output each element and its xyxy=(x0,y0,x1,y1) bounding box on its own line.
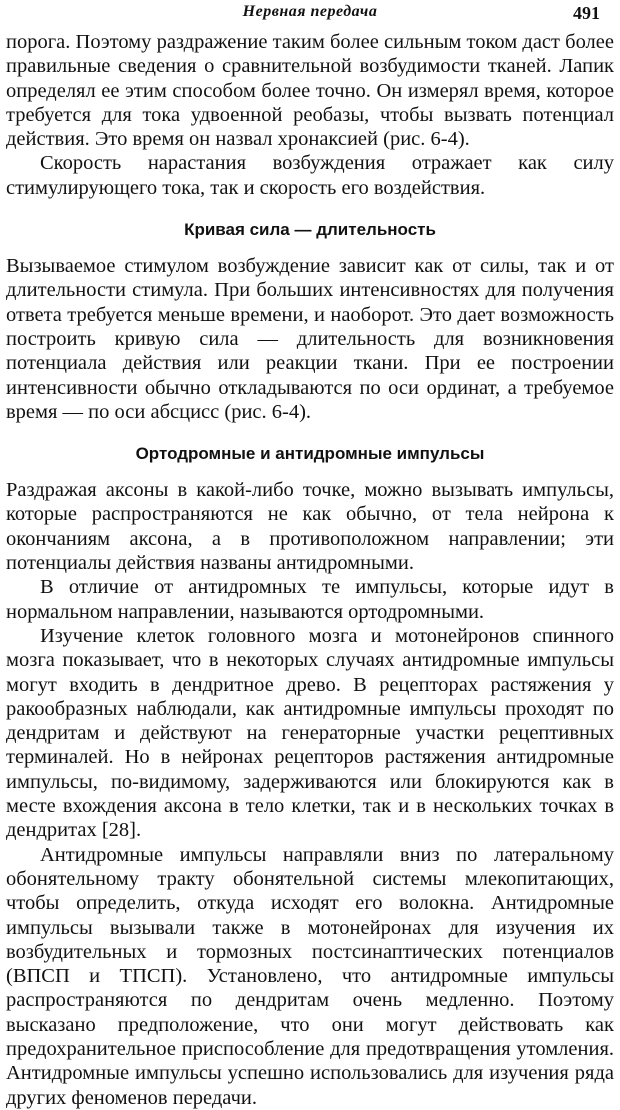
paragraph: Антидромные импульсы направляли вниз по латеральному обонятельному тракту обонятельной системы млекопитающих, чтобы определить, откуда исходят его волокна. Антидромные импульсы вызывали также в мотонейронах для изучения их возбудительных и тормозных постсинаптических потенциалов (ВПСП и ТПСП). Установлено, что антидромные импульсы распространяются по дендритам очень медленно. Поэтому высказано предположение, что они могут действовать как предохранительное приспособление для предотвращения утомления. Антидромные импульсы успешно использовались для изучения ряда других феноменов передачи. xyxy=(6,843,614,1109)
body-text xyxy=(6,30,614,1110)
paragraph: Изучение клеток головного мозга и мотонейронов спинного мозга показывает, что в некоторых случаях антидромные импульсы могут входить в дендритное древо. В рецепторах растяжения у ракообразных наблюдали, как антидромные импульсы проходят по дендритам и действуют на генераторные участки рецептивных терминалей. Но в нейронах рецепторов растяжения антидромные импульсы, по-видимому, задерживаются или блокируются как в месте вхождения аксона в тело клетки, так и в нескольких точках в дендритах [28]. xyxy=(6,624,614,842)
paragraph: В отличие от антидромных те импульсы, которые идут в нормальном направлении, называются ортодромными. xyxy=(6,576,614,623)
running-title: Нервная передача xyxy=(242,3,378,20)
section-heading: Ортодромные и антидромные импульсы xyxy=(135,444,485,464)
paragraph: порога. Поэтому раздражение таким более сильным током даст более правильные сведения о сравнительной возбудимости тканей. Лапик определял ее этим способом более точно. Он измерял время, которое требуется для тока удвоенной реобазы, чтобы вызвать потенциал действия. Это время он назвал хронаксией (рис. 6-4). xyxy=(6,31,614,151)
running-head xyxy=(6,0,614,30)
page-number: 491 xyxy=(573,3,600,23)
paragraph: Вызываемое стимулом возбуждение зависит как от силы, так и от длительности стимула. При больших интенсивностях для получения ответа требуется меньше времени, и наоборот. Это дает возможность построить кривую сила — длительность для возникновения потенциала действия или реакции ткани. При ее построении интенсивности обычно откладываются по оси ординат, а требуемое время — по оси абсцисс (рис. 6-4). xyxy=(6,255,614,423)
section-heading: Кривая сила — длительность xyxy=(184,220,436,240)
paragraph: Раздражая аксоны в какой-либо точке, можно вызывать импульсы, которые распространяются не как обычно, от тела нейрона к окончаниям аксона, а в противоположном направлении; эти потенциалы действия названы антидромными. xyxy=(6,479,614,575)
paragraph: Скорость нарастания возбуждения отражает как силу стимулирующего тока, так и скорость его воздействия. xyxy=(6,152,614,199)
